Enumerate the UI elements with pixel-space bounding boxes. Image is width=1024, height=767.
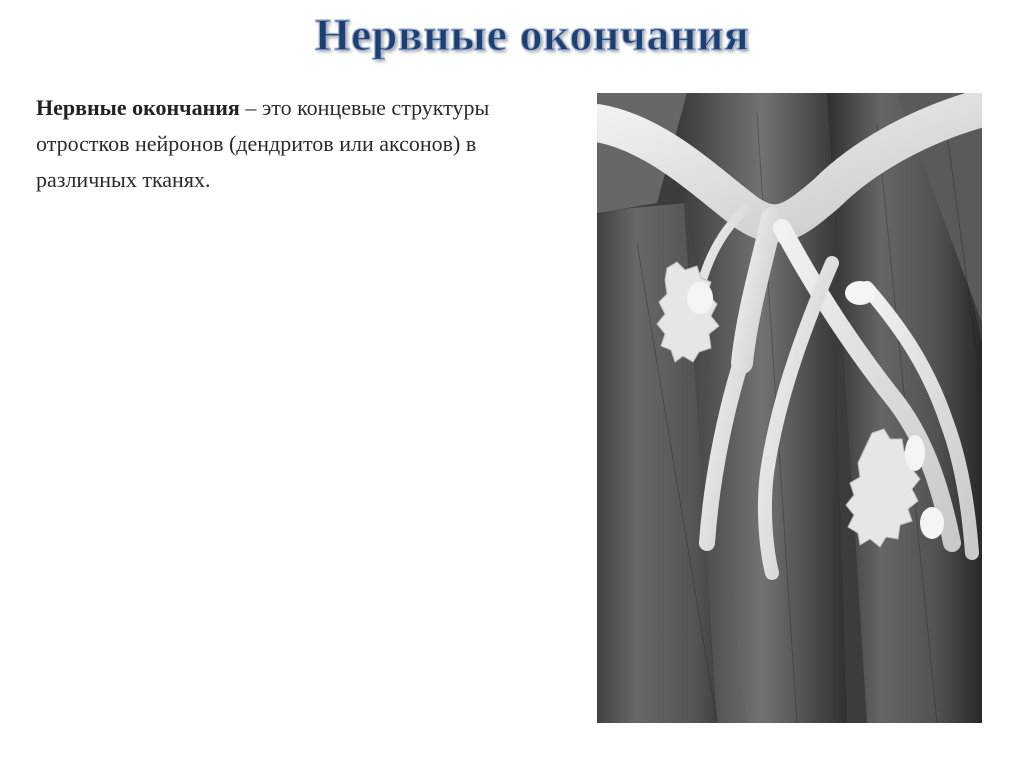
- slide-title: Нервные окончания: [314, 9, 750, 60]
- nerve-endings-micrograph: [597, 93, 982, 723]
- definition-paragraph: [36, 90, 556, 198]
- micrograph-drawing: [597, 93, 982, 723]
- definition-term: Нервные окончания: [36, 95, 240, 120]
- definition-body: – это концевые структуры отростков нейронов (дендритов или аксонов) в различных тканях.: [36, 95, 490, 192]
